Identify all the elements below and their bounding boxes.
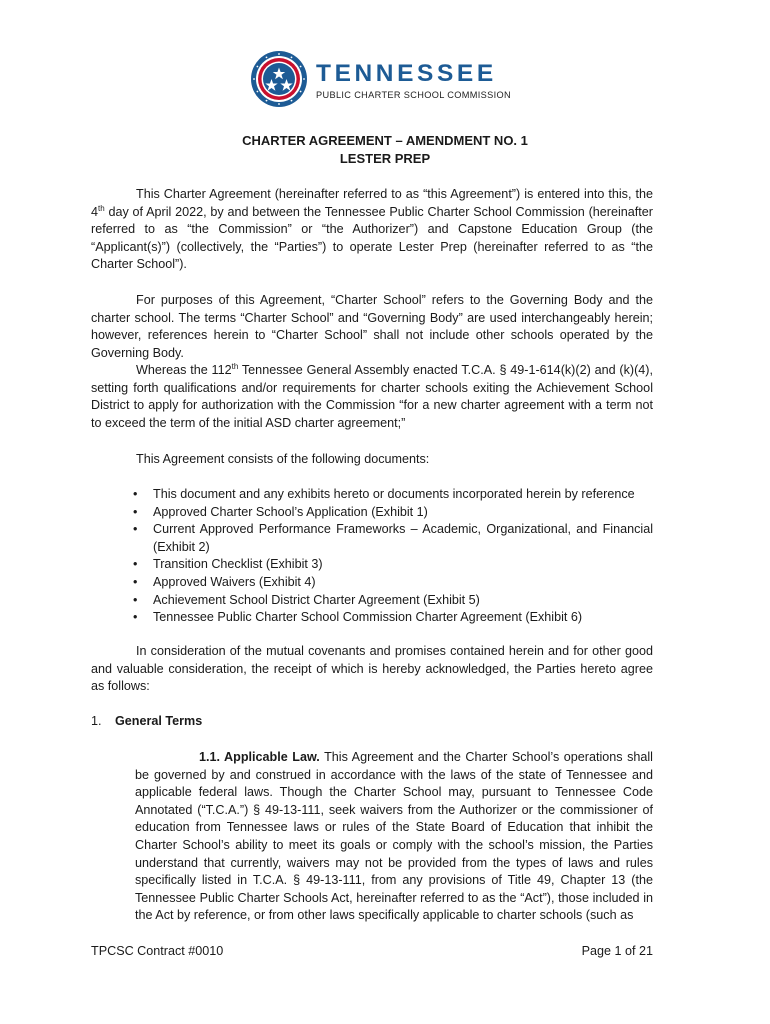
bullet-glyph: • xyxy=(133,574,138,589)
list-item xyxy=(133,592,653,610)
bullet-glyph: • xyxy=(133,557,138,572)
definitions-text: For purposes of this Agreement, “Charter School” refers to the Governing Body and the charter school. The terms “Charter School” and “Governing Body” are used interchangeably herein; however, references herein to “Charter School” shall not include other schools operated by the Governing Body. xyxy=(91,293,653,360)
bullet-glyph: • xyxy=(133,504,138,519)
intro-paragraph xyxy=(91,186,653,274)
whereas-text-a: Whereas the 112 xyxy=(136,363,232,377)
list-item xyxy=(133,504,653,522)
footer-page-number: Page 1 of 21 xyxy=(581,944,653,958)
document-subtitle: LESTER PREP xyxy=(339,151,431,166)
section-heading xyxy=(91,714,202,728)
consideration-text: In consideration of the mutual covenants and promises contained herein and for other good and valuable consideration, the receipt of which is hereby acknowledged, the Parties hereto agree as follows: xyxy=(91,644,653,694)
list-item xyxy=(133,609,653,627)
list-item-text: Current Approved Performance Frameworks – Academic, Organizational, and Financial (Exhibit 2) xyxy=(153,522,653,554)
list-item xyxy=(133,556,653,574)
documents-intro-text: This Agreement consists of the following documents: xyxy=(136,452,430,466)
list-item-text: Transition Checklist (Exhibit 3) xyxy=(153,557,323,572)
list-item-text: Achievement School District Charter Agreement (Exhibit 5) xyxy=(153,592,480,607)
consideration-paragraph xyxy=(91,643,653,696)
intro-superscript: th xyxy=(98,203,105,213)
list-item-text: Approved Waivers (Exhibit 4) xyxy=(153,574,316,589)
bullet-glyph: • xyxy=(133,610,138,625)
definitions-paragraph xyxy=(91,292,653,362)
bullet-glyph: • xyxy=(133,522,138,537)
whereas-text-b: Tennessee General Assembly enacted T.C.A. § 49-1-614(k)(2) and (k)(4), setting forth qualifications and/or requirements for charter schools exiting the Achievement School District to apply for authorization with the Commission “for a new charter agreement with a term not to exceed the term of the initial ASD charter agreement;” xyxy=(91,363,653,430)
bullet-glyph: • xyxy=(133,592,138,607)
commission-logo xyxy=(250,50,530,110)
documents-intro-paragraph xyxy=(91,451,653,469)
list-item-text: Approved Charter School’s Application (Exhibit 1) xyxy=(153,504,428,519)
subsection-label: 1.1. Applicable Law. xyxy=(199,750,320,764)
list-item-text: Tennessee Public Charter School Commission Charter Agreement (Exhibit 6) xyxy=(153,610,583,625)
intro-text-b: day of April 2022, by and between the Tennessee Public Charter School Commission (hereinafter referred to as “the Commission” or “the Authorizer”) and Capstone Education Group (the “Applicant(s)”) (collectively, the “Parties”) to operate Lester Prep (hereinafter referred to as “the Charter School”). xyxy=(91,204,653,272)
list-item xyxy=(133,574,653,592)
logo-subtitle: PUBLIC CHARTER SCHOOL COMMISSION xyxy=(316,90,511,100)
list-item xyxy=(133,521,653,556)
applicable-law-paragraph xyxy=(135,749,653,925)
whereas-superscript: th xyxy=(231,361,239,371)
bullet-glyph: • xyxy=(133,487,138,501)
document-title: CHARTER AGREEMENT – AMENDMENT NO. 1 xyxy=(242,133,528,148)
list-item-text: This document and any exhibits hereto or documents incorporated herein by reference xyxy=(153,487,635,501)
tennessee-seal-icon xyxy=(250,50,308,108)
logo-wordmark: TENNESSEE xyxy=(316,60,497,87)
documents-list xyxy=(133,486,653,627)
whereas-paragraph xyxy=(91,362,653,432)
section-number: 1. xyxy=(91,714,102,728)
section-title: General Terms xyxy=(115,714,203,728)
list-item xyxy=(133,486,653,504)
intro-text-a: This Charter Agreement (hereinafter referred to as “this Agreement”) is entered into this, the 4 xyxy=(91,187,653,219)
subsection-text: This Agreement and the Charter School’s operations shall be governed by and construed in accordance with the laws of the state of Tennessee and applicable federal laws. Though the Charter School may, pursuant to Tennessee Code Annotated (“T.C.A.”) § 49-13-111, seek waivers from the Authorizer or the commissioner of education from Tennessee laws or rules of the State Board of Education that inhibit the Charter School’s ability to meet its goals or comply with the school’s mission, the Parties understand that currently, waivers may not be provided from the types of laws and rules specifically listed in T.C.A. § 49-13-111, from any provisions of Title 49, Chapter 13 (the Tennessee Public Charter Schools Act, hereinafter referred to as the “Act”), those included in the Act by reference, or from other laws specifically applicable to charter schools (such as xyxy=(135,750,653,923)
footer-contract-number: TPCSC Contract #0010 xyxy=(91,944,224,958)
